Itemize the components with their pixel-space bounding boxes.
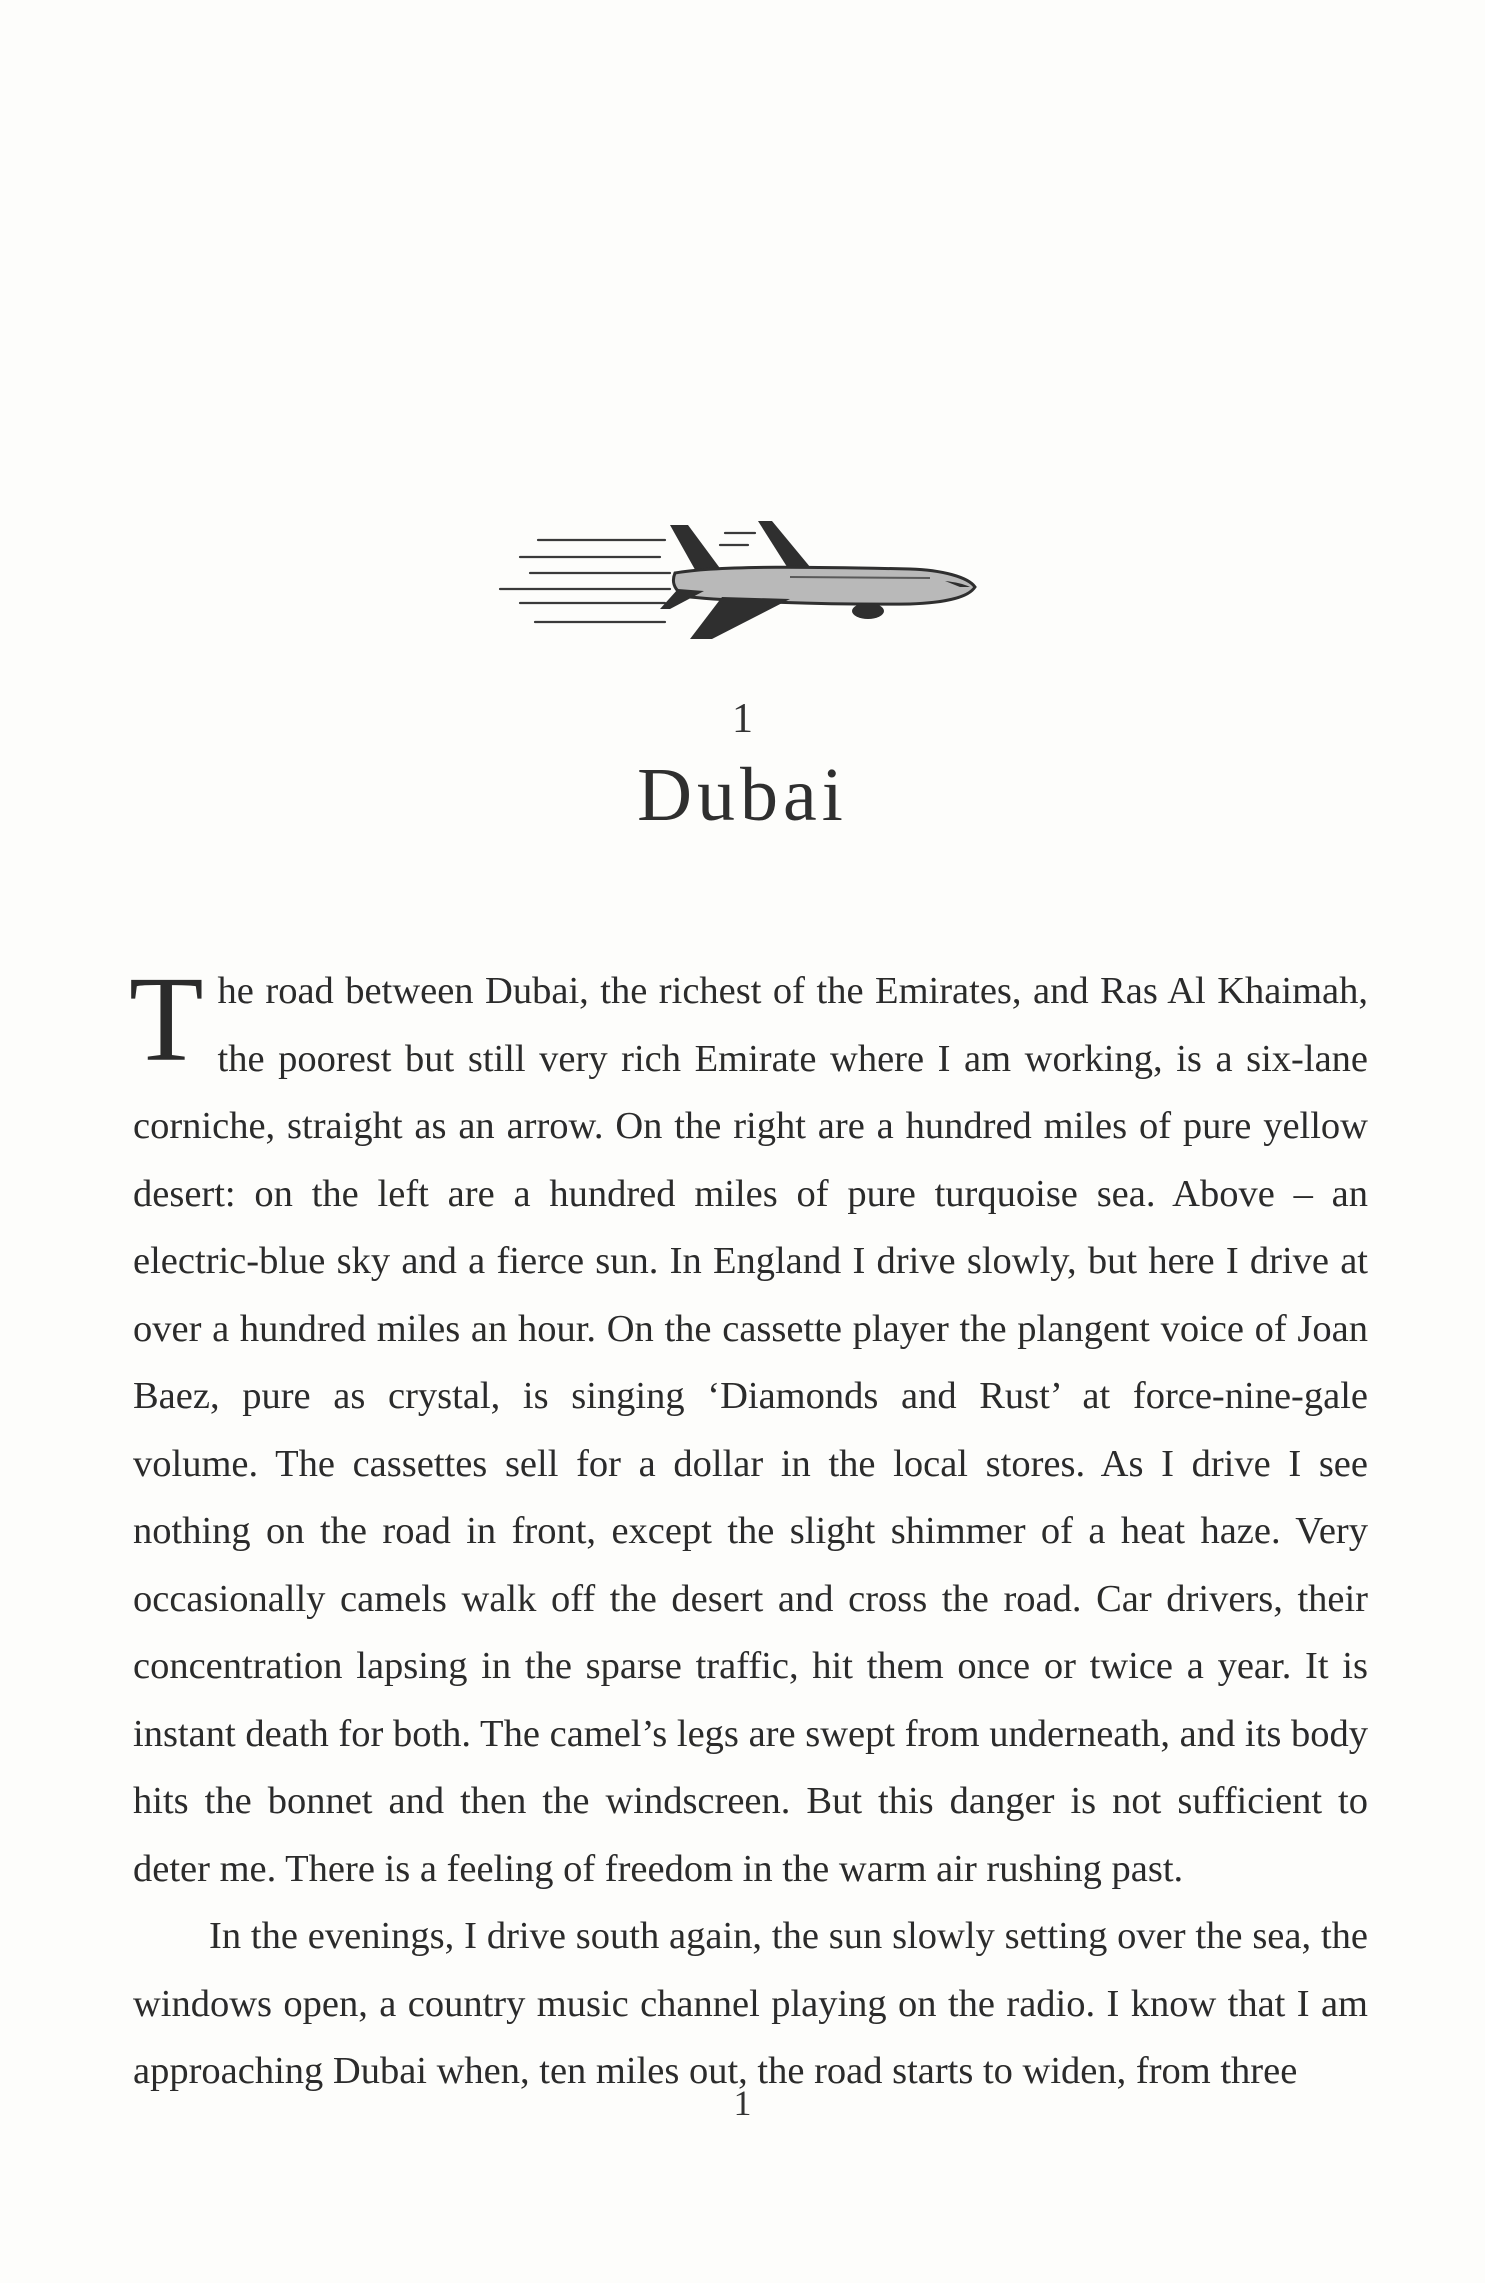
airplane-icon — [490, 505, 980, 645]
paragraph — [129, 952, 1368, 1903]
chapter-number: 1 — [732, 696, 753, 742]
drop-cap: T — [129, 952, 204, 1087]
chapter-body — [129, 952, 1368, 2106]
chapter-title: Dubai — [637, 753, 848, 837]
page-number: 1 — [733, 2083, 752, 2123]
paragraph-text: he road between Dubai, the richest of the Emirates, and Ras Al Khaimah, the poorest but still very rich Emirate where I am working, is a six-lane corniche, straight as an arrow. On the right are a hundred miles of pure yellow desert: on the left are a hundred miles of pure turquoise sea. Above – an electric-blue sky and a fierce sun. In England I drive slowly, but here I drive at over a hundred miles an hour. On the cassette player the plangent voice of Joan Baez, pure as crystal, is singing ‘Diamonds and Rust’ at force-nine-gale volume. The cassettes sell for a dollar in the local stores. As I drive I see nothing on the road in front, except the slight shimmer of a heat haze. Very occasionally camels walk off the desert and cross the road. Car drivers, their concentration lapsing in the sparse traffic, hit them once or twice a year. It is instant death for both. The camel’s legs are swept from underneath, and its body hits the bonnet and then the windscreen. But this danger is not sufficient to deter me. There is a feeling of freedom in the warm air rushing past. — [133, 970, 1368, 1890]
paragraph: In the evenings, I drive south again, the sun slowly setting over the sea, the windows open, a country music channel playing on the radio. I know that I am approaching Dubai when, ten miles out, the road starts to widen, from three — [133, 1915, 1368, 2092]
